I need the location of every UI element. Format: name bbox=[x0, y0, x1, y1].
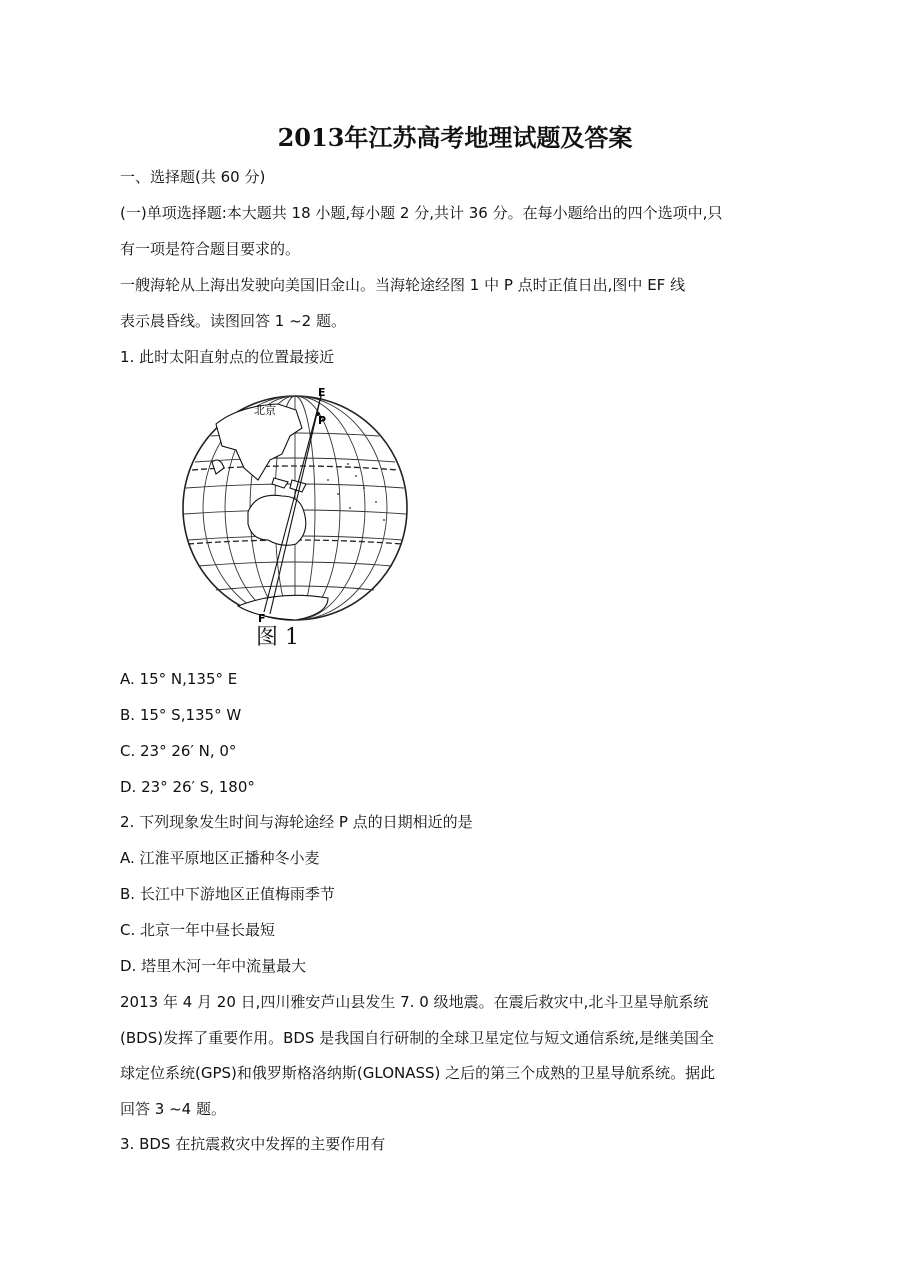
antarctica-land bbox=[238, 595, 328, 620]
island-land bbox=[272, 478, 288, 488]
page-title: 2013年江苏高考地理试题及答案 bbox=[277, 123, 633, 152]
q1-option-b: B. 15° S,135° W bbox=[120, 706, 242, 724]
q1-option-c: C. 23° 26′ N, 0° bbox=[120, 742, 237, 760]
label-f: F bbox=[258, 612, 266, 625]
figure-1-caption: 图 1 bbox=[256, 625, 299, 650]
label-e: E bbox=[318, 386, 326, 399]
passage2-line-4: 回答 3 ~4 题。 bbox=[120, 1100, 226, 1118]
q1-option-a: A. 15° N,135° E bbox=[120, 670, 238, 688]
label-beijing: 北京 bbox=[254, 404, 276, 417]
passage1-line-1: 一艘海轮从上海出发驶向美国旧金山。当海轮途经图 1 中 P 点时正值日出,图中 EF 线 bbox=[120, 276, 686, 294]
q2-option-a: A. 江淮平原地区正播种冬小麦 bbox=[120, 849, 320, 867]
passage2-line-1: 2013 年 4 月 20 日,四川雅安芦山县发生 7. 0 级地震。在震后救灾中,北斗卫星导航系统 bbox=[120, 993, 709, 1011]
globe-illustration bbox=[178, 384, 418, 654]
question-1-stem: 1. 此时太阳直射点的位置最接近 bbox=[120, 348, 335, 366]
passage2-line-2: (BDS)发挥了重要作用。BDS 是我国自行研制的全球卫星定位与短文通信系统,是继美国全 bbox=[120, 1029, 714, 1047]
section-heading: 一、选择题(共 60 分) bbox=[120, 168, 266, 186]
q1-option-d: D. 23° 26′ S, 180° bbox=[120, 778, 255, 796]
figure-1-globe bbox=[178, 384, 418, 654]
label-p: P bbox=[318, 414, 327, 427]
instructions-line-2: 有一项是符合题目要求的。 bbox=[120, 240, 301, 258]
australia-land bbox=[248, 495, 306, 545]
island-land bbox=[212, 460, 224, 474]
passage1-line-2: 表示晨昏线。读图回答 1 ~2 题。 bbox=[120, 312, 346, 330]
question-2-stem: 2. 下列现象发生时间与海轮途经 P 点的日期相近的是 bbox=[120, 813, 473, 831]
q2-option-b: B. 长江中下游地区正值梅雨季节 bbox=[120, 885, 335, 903]
instructions-line-1: (一)单项选择题:本大题共 18 小题,每小题 2 分,共计 36 分。在每小题给出的四个选项中,只 bbox=[120, 204, 723, 222]
q2-option-c: C. 北京一年中昼长最短 bbox=[120, 921, 276, 939]
passage2-line-3: 球定位系统(GPS)和俄罗斯格洛纳斯(GLONASS) 之后的第三个成熟的卫星导航系统。据此 bbox=[120, 1064, 716, 1082]
question-3-stem: 3. BDS 在抗震救灾中发挥的主要作用有 bbox=[120, 1135, 386, 1153]
q2-option-d: D. 塔里木河一年中流量最大 bbox=[120, 957, 307, 975]
